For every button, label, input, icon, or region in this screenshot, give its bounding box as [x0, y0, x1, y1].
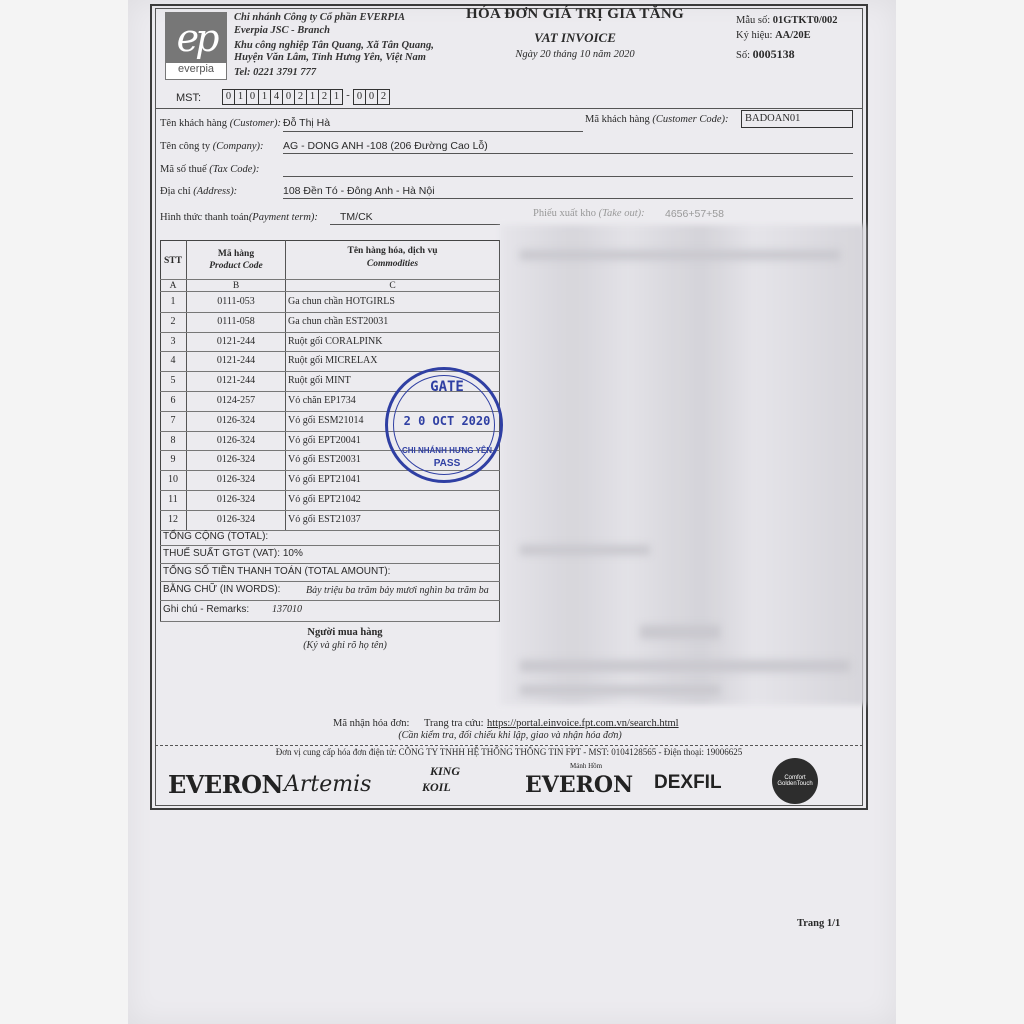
customer-code-label: Mã khách hàng (Customer Code): [585, 114, 729, 125]
table-row-line [160, 621, 500, 622]
provider-info: Đơn vị cung cấp hóa đơn điện tử: CÔNG TY TNHH HỆ THỐNG THÔNG TIN FPT - MST: 0104128565 - Điện thoại: 19006625 [275, 747, 743, 757]
tax-code-line [283, 176, 853, 177]
row-stt: 1 [170, 296, 176, 307]
brand-artemis: Artemis [284, 772, 372, 797]
invoice-symbol [736, 30, 811, 41]
seller-address-1: Khu công nghiệp Tân Quang, Xã Tân Quang, [234, 40, 434, 51]
address-line [283, 198, 853, 199]
row-commodity: Ruột gối MICRELAX [288, 355, 378, 367]
number-value: 0005138 [752, 47, 795, 61]
address-value: 108 Đền Tó - Đông Anh - Hà Nội [283, 185, 435, 197]
form-number [736, 15, 838, 26]
mst-digit-box: 0 [353, 89, 366, 105]
logo-text: everpia [165, 62, 227, 80]
row-commodity: Vỏ gối EST21037 [288, 513, 361, 525]
row-product-code: 0126-324 [216, 454, 256, 466]
invoice-date: Ngày 20 tháng 10 năm 2020 [515, 49, 635, 60]
table-row-line [160, 312, 500, 313]
stamp-branch: CHI NHÁNH HƯNG YÊN [401, 446, 493, 455]
background-right [895, 0, 1024, 1024]
remarks-label: Ghi chú - Remarks: [163, 604, 250, 615]
table-row-line [160, 291, 500, 292]
stamp-bottom: PASS [433, 458, 461, 469]
row-product-code: 0121-244 [216, 375, 256, 387]
table-row-line [160, 332, 500, 333]
payment-value: TM/CK [340, 211, 373, 223]
table-row-line [160, 600, 500, 601]
mst-digit-box: 1 [258, 89, 271, 105]
buyer-signature-label: Người mua hàng [307, 627, 383, 638]
row-stt: 11 [168, 494, 178, 505]
mst-digit-box: - [346, 90, 350, 101]
row-stt: 5 [170, 375, 176, 387]
row-commodity: Ruột gối CORALPINK [288, 335, 383, 347]
blurred-row [640, 625, 720, 639]
header-code-vi: Mã hàng [217, 249, 255, 259]
row-product-code: 0121-244 [216, 335, 256, 347]
table-row-line [160, 490, 500, 491]
footer-divider [155, 745, 863, 746]
in-words-value: Bảy triệu ba trăm bảy mươi nghìn ba trăm ba [306, 585, 489, 596]
row-product-code: 0111-058 [217, 315, 255, 327]
blurred-row [520, 250, 840, 260]
in-words-label: BẰNG CHỮ (IN WORDS): [163, 584, 281, 595]
header-stt: STT [164, 256, 182, 266]
lookup-page-label: Trang tra cứu: [424, 718, 484, 729]
lookup-url-link[interactable]: https://portal.einvoice.fpt.com.vn/search.html [487, 718, 679, 729]
table-row-line [160, 545, 500, 546]
row-stt: 6 [170, 395, 176, 406]
brand-manh-hom: Mảnh Hồm [570, 762, 603, 770]
total-amount-label: TỔNG SỐ TIỀN THANH TOÁN (TOTAL AMOUNT): [163, 566, 391, 577]
row-stt: 3 [170, 335, 176, 347]
payment-line [330, 224, 500, 225]
ep-logo-icon: ep [176, 16, 216, 60]
table-row-line [160, 581, 500, 582]
seller-address-2: Huyện Văn Lâm, Tỉnh Hưng Yên, Việt Nam [234, 52, 426, 63]
letter-c: C [389, 281, 396, 291]
company-label: Tên công ty (Company): [160, 141, 264, 152]
vat-label: THUẾ SUẤT GTGT (VAT): 10% [163, 548, 303, 559]
mst-digit-box: 4 [270, 89, 283, 105]
total-label: TỔNG CỘNG (TOTAL): [163, 531, 269, 542]
invoice-title: HÓA ĐƠN GIÁ TRỊ GIA TĂNG [466, 6, 684, 22]
brand-comfort-golden-touch: Comfort GoldenTouch [772, 758, 818, 804]
page-number: Trang 1/1 [797, 918, 841, 929]
mst-digit-box: 0 [246, 89, 259, 105]
address-label: Địa chỉ (Address): [160, 186, 238, 197]
row-commodity: Vỏ gối ESM21014 [288, 414, 364, 426]
row-product-code: 0126-324 [216, 494, 256, 505]
company-line [283, 153, 853, 154]
row-commodity: Ruột gối MINT [288, 375, 351, 387]
blurred-row [520, 685, 720, 695]
row-product-code: 0126-324 [216, 414, 256, 426]
stamp-date: 2 0 OCT 2020 [403, 414, 491, 428]
brand-dexfil: DEXFIL [654, 772, 722, 793]
row-product-code: 0126-324 [216, 513, 256, 525]
tax-code-label: Mã số thuế (Tax Code): [160, 164, 260, 175]
lookup-code-label: Mã nhận hóa đơn: [333, 718, 410, 729]
row-commodity: Vỏ gối EPT20041 [288, 434, 361, 446]
brand-everon-manh-hom: EVERON [525, 772, 634, 798]
takeout-value: 4656+57+58 [665, 208, 724, 220]
invoice-subtitle: VAT INVOICE [534, 30, 616, 45]
row-product-code: 0126-324 [216, 474, 256, 486]
lookup-note: (Cần kiểm tra, đối chiếu khi lập, giao và nhận hóa đơn) [398, 730, 622, 741]
payment-label: Hình thức thanh toán(Payment term): [160, 212, 318, 223]
gate-pass-stamp [385, 367, 503, 483]
row-commodity: Vỏ gối EST20031 [288, 454, 361, 466]
header-divider [155, 108, 863, 109]
row-product-code: 0121-244 [216, 355, 256, 367]
table-row-line [160, 510, 500, 511]
row-commodity: Vỏ gối EPT21041 [288, 474, 361, 486]
everpia-logo [165, 12, 227, 80]
row-product-code: 0111-053 [217, 296, 255, 307]
table-row-line [160, 279, 500, 280]
mst-digit-box: 1 [330, 89, 343, 105]
seller-mst-label: MST: [176, 92, 202, 104]
seller-mst-boxes [222, 89, 389, 105]
mst-digit-box: 0 [365, 89, 378, 105]
row-stt: 12 [168, 513, 178, 525]
row-stt: 4 [170, 355, 176, 367]
letter-a: A [169, 281, 177, 291]
seller-name-vi: Chi nhánh Công ty Cổ phần EVERPIA [234, 12, 405, 23]
seller-name-en: Everpia JSC - Branch [234, 25, 330, 36]
row-stt: 9 [170, 454, 176, 466]
brand-logos [160, 758, 860, 806]
symbol-value: AA/20E [775, 30, 811, 41]
takeout-label: Phiếu xuất kho (Take out): [533, 208, 645, 219]
row-stt: 10 [168, 474, 178, 486]
customer-name: Đỗ Thị Hà [283, 117, 331, 129]
customer-code: BADOAN01 [741, 110, 853, 128]
mst-digit-box: 0 [282, 89, 295, 105]
customer-name-label: Tên khách hàng (Customer): [160, 118, 282, 129]
brand-koil: KOIL [422, 780, 451, 794]
table-row-line [160, 563, 500, 564]
brand-everon: EVERON [168, 770, 283, 799]
form-label: Mẫu số: [736, 15, 771, 26]
symbol-label: Ký hiệu: [736, 30, 773, 41]
header-name-en: Commodities [366, 259, 419, 269]
row-commodity: Vỏ chăn EP1734 [288, 395, 356, 406]
blurred-row [520, 660, 850, 672]
blurred-row [520, 545, 650, 555]
mst-digit-box: 2 [377, 89, 390, 105]
mst-digit-box: 1 [306, 89, 319, 105]
row-commodity: Ga chun chần HOTGIRLS [288, 296, 395, 307]
row-commodity: Ga chun chần EST20031 [288, 315, 389, 327]
background-left [0, 0, 130, 1024]
form-value: 01GTKT0/002 [772, 15, 838, 26]
header-code-en: Product Code [209, 261, 263, 271]
mst-digit-box: 2 [318, 89, 331, 105]
row-stt: 8 [170, 434, 176, 446]
remarks-value: 137010 [272, 604, 302, 615]
table-row-line [160, 351, 500, 352]
number-label: Số: [736, 50, 751, 61]
buyer-signature-note: (Ký và ghi rõ họ tên) [303, 640, 387, 651]
brand-king: KING [430, 764, 461, 778]
seller-tel: Tel: 0221 3791 777 [234, 67, 317, 78]
mst-digit-box: 2 [294, 89, 307, 105]
invoice-number [736, 47, 795, 62]
row-stt: 7 [170, 414, 176, 426]
mst-digit-box: 1 [234, 89, 247, 105]
customer-name-line [283, 131, 583, 132]
mst-digit-box: 0 [222, 89, 235, 105]
header-name-vi: Tên hàng hóa, dịch vụ [347, 246, 438, 256]
row-commodity: Vỏ gối EPT21042 [288, 494, 361, 505]
row-stt: 2 [170, 315, 176, 327]
row-product-code: 0126-324 [216, 434, 256, 446]
row-product-code: 0124-257 [216, 395, 256, 406]
stamp-top: GATE [430, 379, 464, 395]
letter-b: B [232, 281, 240, 291]
company-value: AG - DONG ANH -108 (206 Đường Cao Lỗ) [283, 140, 488, 152]
